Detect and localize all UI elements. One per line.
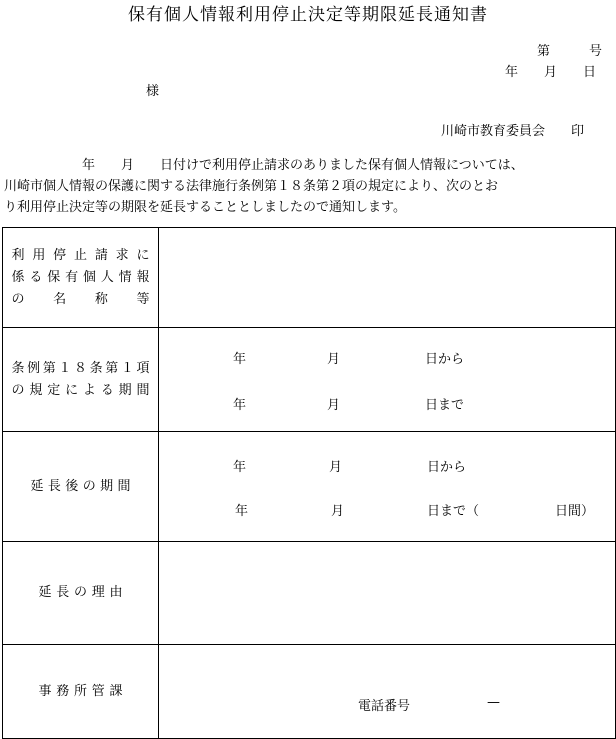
body-line: 川崎市個人情報の保護に関する法律施行条例第１８条第２項の規定により、次のとお	[4, 179, 499, 194]
label-line: 延長後の期間	[30, 478, 131, 494]
value-info-name[interactable]	[159, 228, 616, 328]
value-extended-period[interactable]	[159, 432, 616, 542]
phone-dash: —	[487, 695, 500, 710]
document-date: 年 月 日	[505, 65, 597, 80]
from-year: 年	[233, 352, 247, 367]
phone-label: 電話番号	[358, 699, 411, 714]
label-reason	[3, 542, 159, 645]
ext-from-day: 日から	[427, 460, 467, 475]
value-original-period[interactable]	[159, 328, 616, 432]
label-department	[3, 645, 159, 739]
body-text	[4, 155, 610, 218]
from-day: 日から	[425, 352, 465, 367]
label-info-name	[3, 228, 159, 328]
from-month: 月	[327, 352, 341, 367]
ext-from-month: 月	[329, 460, 343, 475]
extension-form-table	[2, 227, 616, 739]
to-month: 月	[327, 398, 341, 413]
issuer: 川崎市教育委員会 印	[441, 124, 585, 139]
recipient-suffix: 様	[146, 84, 160, 99]
value-reason[interactable]	[159, 542, 616, 645]
ext-to-day: 日まで（	[427, 504, 480, 519]
row-original-period	[3, 328, 616, 432]
value-department[interactable]	[159, 645, 616, 739]
document-title: 保有個人情報利用停止決定等期限延長通知書	[128, 5, 488, 25]
label-line: 事務所管課	[38, 683, 123, 699]
body-line: り利用停止決定等の期限を延長することとしましたので通知します。	[4, 200, 406, 215]
to-day: 日まで	[425, 398, 465, 413]
row-reason	[3, 542, 616, 645]
label-extended-period	[3, 432, 159, 542]
ext-to-month: 月	[331, 504, 345, 519]
row-extended-period	[3, 432, 616, 542]
label-line: 条例第１８条第１項	[11, 360, 150, 376]
to-year: 年	[233, 398, 247, 413]
row-info-name	[3, 228, 616, 328]
label-line: 係る保有個人情報	[11, 269, 150, 285]
ext-days: 日間）	[555, 504, 595, 519]
label-line: 利用停止請求に	[11, 247, 150, 263]
ext-to-year: 年	[235, 504, 249, 519]
ext-from-year: 年	[233, 460, 247, 475]
label-line: の 名 称 等	[11, 291, 150, 307]
label-original-period	[3, 328, 159, 432]
row-department	[3, 645, 616, 739]
label-line: 延長の理由	[38, 585, 123, 600]
document-number: 第 号	[537, 44, 603, 59]
label-line: の規定による期間	[11, 382, 150, 398]
body-line: 年 月 日付けで利用停止請求のありました保有個人情報については、	[4, 158, 524, 173]
